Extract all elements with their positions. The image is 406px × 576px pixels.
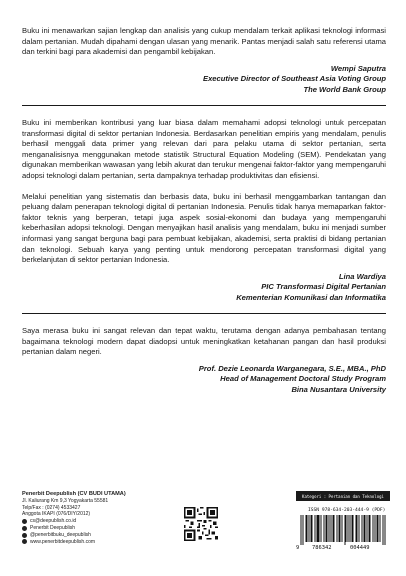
barcode-bar [385, 515, 386, 545]
barcode-bar [307, 515, 308, 542]
publisher-phone: Telp/Fax : (0274) 4533427 [22, 504, 81, 511]
barcode-bar [303, 515, 304, 545]
globe-icon [22, 539, 27, 544]
facebook-icon [22, 526, 27, 531]
review-3-role: Head of Management Doctoral Study Program [220, 374, 386, 384]
review-1-name: Wempi Saputra [330, 63, 386, 73]
barcode-right-digits: 004449 [350, 545, 370, 551]
back-cover-content [22, 26, 386, 395]
divider [22, 105, 386, 106]
barcode-bar [321, 515, 322, 542]
review-2-signature [22, 272, 386, 303]
barcode-bar [331, 515, 332, 542]
contact-facebook [22, 525, 172, 532]
barcode-bar [348, 515, 349, 542]
barcode-bar [315, 515, 316, 542]
review-1-role: Executive Director of Southeast Asia Voting Group [203, 74, 386, 84]
isbn-text: ISSN 978-634-203-444-9 (PDF) [308, 508, 386, 513]
barcode-bar [327, 515, 328, 542]
review-3-org: Bina Nusantara University [291, 384, 386, 394]
review-2-name: Lina Wardiya [338, 271, 386, 281]
barcode-bar [383, 515, 384, 545]
category-label: Kategori : Pertanian dan Teknologi [296, 491, 390, 501]
barcode-bar [326, 515, 327, 542]
barcode-bar [353, 515, 354, 542]
qr-code [184, 507, 218, 541]
barcode-bar [369, 515, 370, 542]
publisher-membership: Anggota IKAPI (076/DIY/2012) [22, 511, 91, 518]
barcode-bar [362, 515, 363, 542]
review-2-paragraph-1: Buku ini memberikan kontribusi yang luar biasa dalam memahami adopsi teknologi untuk percepatan transformasi digital di sektor pertanian Indonesia. Berdasarkan penelitian empiris yang mendalam, penulis berhasil menggali data primer yang relevan dari para pelaku utama di sektor pertanian, serta menganalisisnya menggunakan metode statistik Structural Equation Modeling (SEM). Pendekatan yang digunakan memberikan wawasan yang lebih akurat dan terukur mengenai faktor-faktor yang mempengaruhi adopsi teknologi dalam pertanian, serta dampaknya terhadap produktivitas dan efisiensi. [22, 118, 386, 180]
instagram-icon [22, 533, 27, 538]
barcode-bar [319, 515, 320, 542]
barcode-left-digits: 786342 [312, 545, 332, 551]
barcode-bar [370, 515, 371, 542]
barcode-bar [352, 515, 353, 542]
email-text: cs@deepublish.co.id [30, 518, 77, 525]
barcode-bar [367, 515, 368, 542]
barcode-bar [340, 515, 341, 542]
review-2-org: Kementerian Komunikasi dan Informatika [236, 292, 386, 302]
review-3-text: Saya merasa buku ini sangat relevan dan tepat waktu, terutama dengan adanya pembahasan tentang bagaimana teknologi modern dapat diadopsi untuk meningkatkan ketahanan pangan dan hasil produksi pertanian dalam negeri. [22, 325, 386, 357]
barcode-bar [329, 515, 330, 542]
barcode-bar [324, 515, 325, 542]
barcode-bar [375, 515, 376, 542]
barcode-bar [380, 515, 381, 542]
website-text: www.penerbitdeepublish.com [30, 538, 96, 545]
review-2-role: PIC Transformasi Digital Pertanian [261, 282, 386, 292]
review-1-org: The World Bank Group [303, 84, 386, 94]
review-1-text: Buku ini menawarkan sajian lengkap dan analisis yang cukup mendalam terkait aplikasi teknologi informasi dalam pertanian. Mudah dipahami dengan ulasan yang menarik. Pantas menjadi salah satu referensi utama dan terkini bagi para akademisi dan pengambil kebijakan. [22, 26, 386, 57]
barcode-bar [301, 515, 302, 545]
barcode-bar [311, 515, 312, 542]
barcode-bar [377, 515, 378, 542]
contact-instagram [22, 532, 172, 539]
barcode-bar [357, 515, 358, 542]
contact-website [22, 539, 172, 546]
barcode-bar [306, 515, 307, 542]
barcode-bar [318, 515, 319, 542]
barcode-bar [334, 515, 335, 542]
barcode-bar [346, 515, 347, 542]
barcode-bar [345, 515, 346, 545]
review-2-paragraph-2: Melalui penelitian yang sistematis dan berbasis data, buku ini berhasil menggambarkan tantangan dan peluang dalam penerapan teknologi digital di pertanian Indonesia. Penulis tidak hanya memaparkan faktor-faktor teknis yang berperan, tetapi juga aspek sosial-ekonomi dan budaya yang mempengaruhi keberhasilan adopsi teknologi. Dengan menyajikan hasil analisis yang mendalam, buku ini menjadi sumber informasi yang sangat berguna bagi para pembuat kebijakan, akademisi, serta praktisi di bidang pertanian dan teknologi. Sebuah karya yang penting untuk mendorong percepatan transformasi digital yang berkelanjutan di sektor pertanian Indonesia. [22, 191, 386, 265]
barcode-bar [373, 515, 374, 542]
barcode-bar [317, 515, 318, 542]
facebook-text: Penerbit Deepublish [30, 524, 76, 531]
instagram-text: @penerbitbuku_deepublish [30, 531, 91, 538]
barcode-bar [359, 515, 360, 542]
review-3-name: Prof. Dezie Leonarda Warganegara, S.E., MBA., PhD [198, 363, 386, 373]
publisher-name: Penerbit Deepublish (CV BUDI UTAMA) [22, 491, 126, 497]
publisher-info [22, 491, 172, 545]
publisher-address: Jl. Kaliurang Km 9,3 Yogyakarta 55581 [22, 497, 109, 504]
barcode-lead-digit: 9 [296, 545, 300, 551]
barcode-bar [312, 515, 313, 542]
review-1-signature [22, 64, 386, 95]
divider [22, 313, 386, 314]
barcode-bar [309, 515, 310, 542]
barcode-bar [350, 515, 351, 542]
email-icon [22, 519, 27, 524]
barcode-bar [342, 515, 343, 542]
barcode-bar [364, 515, 365, 542]
review-3-signature [22, 364, 386, 395]
barcode-bar [365, 515, 366, 542]
barcode-bar [337, 515, 338, 542]
barcode-bar [333, 515, 334, 542]
contact-email [22, 518, 172, 525]
barcode [300, 515, 386, 545]
barcode-bar [356, 515, 357, 542]
barcode-bar [378, 515, 379, 542]
barcode-bar [339, 515, 340, 542]
